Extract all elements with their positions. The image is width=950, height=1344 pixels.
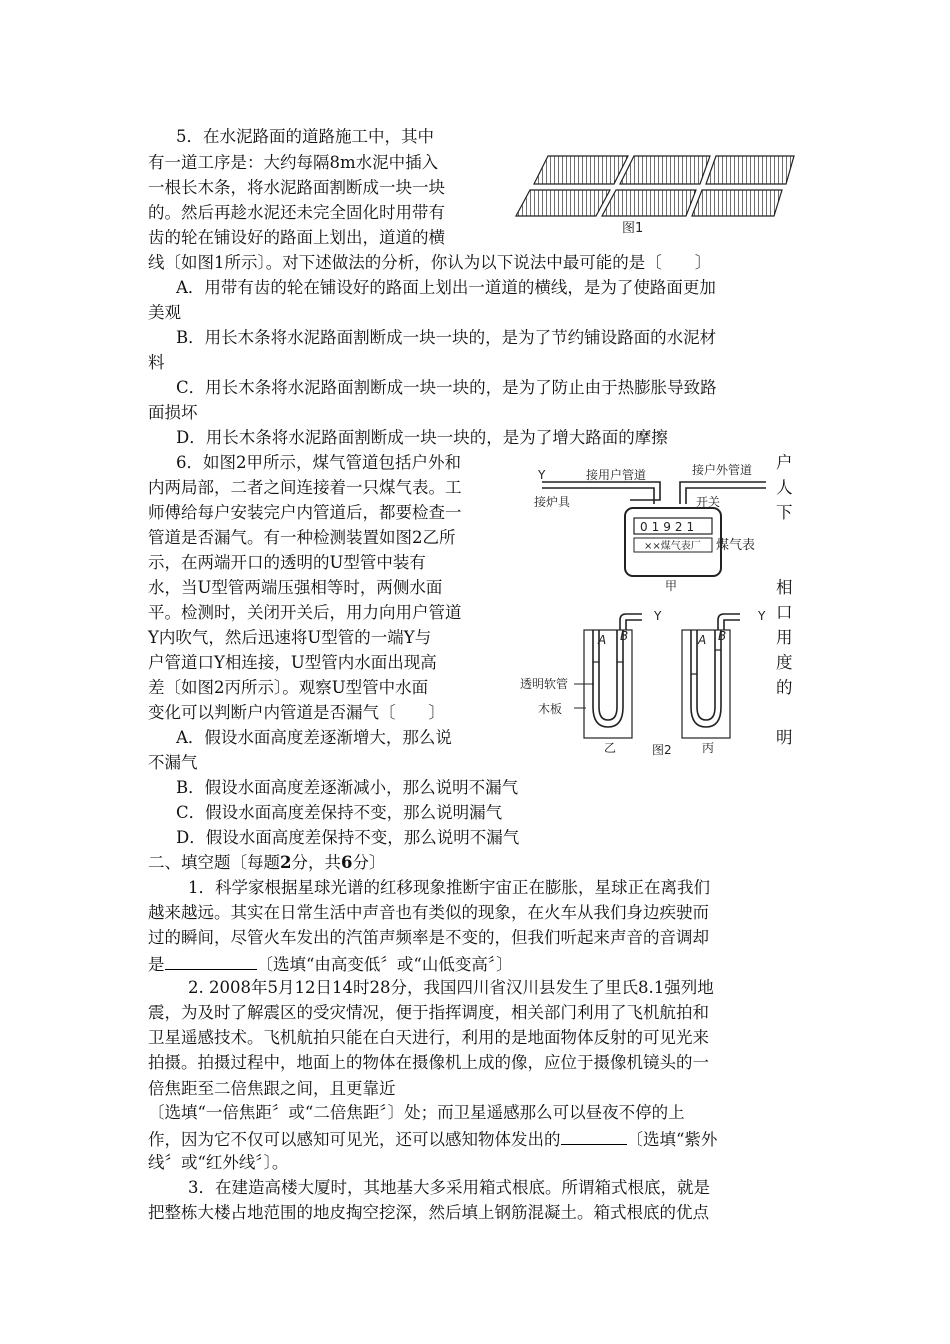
- q5-line-6: 线〔如图1所示〕。对下述做法的分析，你认为以下说法中最可能的是〔 〕: [148, 253, 712, 272]
- q5-option-b: B．用长木条将水泥路面割断成一块一块的，是为了节约铺设路面的水泥材: [176, 328, 717, 347]
- fill-q2-line-7: 作，因为它不仅可以感知可见光，还可以感知物体发出的 〔选填“紫外: [148, 1126, 717, 1152]
- q5-option-b-cont: 料: [148, 353, 165, 372]
- figure-2-label-y-bing: Y: [758, 609, 766, 623]
- q6-line-1: 6．如图2甲所示，煤气管道包括户外和: [176, 453, 461, 472]
- figure-2-meter-name: ××煤气表厂: [644, 541, 701, 552]
- q6-side-char: 人: [776, 478, 793, 497]
- q6-line-11: 变化可以判断户内管道是否漏气〔 〕: [148, 703, 445, 722]
- q6-option-d: D．假设水面高度差保持不变，那么说明不漏气: [176, 828, 520, 847]
- figure-2-label-inner-pipe: 接用户管道: [586, 468, 647, 482]
- q6-line-6: 水，当U型管两端压强相等时，两侧水面: [148, 578, 443, 597]
- fill-q2-answer-blank-2[interactable]: [561, 1126, 627, 1145]
- q5-line-2: 有一道工序是：大约每隔8m水泥中插入: [148, 153, 439, 172]
- fill-q2-line-6: 〔选填“一倍焦距〞或“二倍焦距〞〕处；而卫星遥感那么可以昼夜不停的上: [148, 1103, 685, 1122]
- section-2-heading: 二、填空题〔每题2分，共6分〕: [148, 853, 386, 872]
- figure-2-label-y-yi: Y: [654, 609, 662, 623]
- fill-q1-line-1: 1．科学家根据星球光谱的红移现象推断宇宙正在膨胀，星球正在离我们: [188, 878, 710, 897]
- figure-2-label-b-bing: B: [718, 629, 727, 643]
- figure-2-caption: 图2: [652, 743, 672, 757]
- q5-line-3: 一根长木条，将水泥路面割断成一块一块: [148, 178, 445, 197]
- figure-2-gas-meter-u-tube: [520, 452, 775, 762]
- q6-line-2: 内两局部，二者之间连接着一只煤气表。工: [148, 478, 462, 497]
- fill-q2-line-5: 倍焦距至二倍焦跟之间，且更靠近: [148, 1079, 396, 1098]
- q6-side-char: 用: [776, 628, 793, 647]
- fill-q2-line-3: 卫星遥感技术。飞机航拍只能在白天进行，利用的是地面物体反射的可见光来: [148, 1028, 709, 1047]
- q6-side-char: 下: [776, 503, 793, 522]
- figure-2-meter-digits: 01921: [640, 520, 699, 534]
- figure-2-label-yi: 乙: [604, 741, 617, 755]
- figure-2-label-jia: 甲: [665, 579, 678, 593]
- figure-2-label-b-yi: B: [620, 629, 629, 643]
- fill-q2-line-8: 线〞或“红外线〞〕。: [148, 1153, 289, 1172]
- q6-line-7: 平。检测时，关闭开关后，用力向用户管道: [148, 603, 462, 622]
- figure-2-label-y-top: Y: [538, 468, 546, 482]
- figure-2-label-switch: 开关: [696, 495, 721, 509]
- q5-line-5: 齿的轮在铺设好的路面上划出，道道的横: [148, 228, 445, 247]
- q6-option-c: C．假设水面高度差保持不变，那么说明漏气: [176, 803, 503, 822]
- figure-2-label-stove: 接炉具: [534, 495, 571, 509]
- fill-q1-answer-blank[interactable]: [165, 951, 257, 970]
- fill-q2-line-4: 拍摄。拍摄过程中，地面上的物体在摄像机上成的像，应位于摄像机镜头的一: [148, 1053, 709, 1072]
- figure-2-label-bing: 丙: [702, 741, 715, 755]
- q6-side-char: 明: [776, 728, 793, 747]
- figure-1-caption: 图1: [622, 221, 644, 236]
- q6-line-5: 示，在两端开口的透明的U型管中装有: [148, 553, 426, 572]
- q6-side-char: 相: [776, 578, 793, 597]
- figure-2-label-board: 木板: [538, 702, 563, 716]
- fill-q1-line-2: 越来越远。其实在日常生活中声音也有类似的现象，在火车从我们身边疾驶而: [148, 903, 709, 922]
- q6-side-char: 户: [776, 453, 793, 472]
- q5-option-d: D．用长木条将水泥路面割断成一块一块的，是为了增大路面的摩擦: [176, 428, 668, 447]
- q6-line-3: 师傅给每户安装完户内管道后，都要检查一: [148, 503, 462, 522]
- q6-line-4: 管道是否漏气。有一种检测装置如图2乙所: [148, 528, 456, 547]
- q5-option-c-cont: 面损坏: [148, 403, 198, 422]
- fill-q2-line-2: 震，为及时了解震区的受灾情况，便于指挥调度，相关部门利用了飞机航拍和: [148, 1003, 709, 1022]
- figure-2-label-a-yi: A: [598, 633, 607, 647]
- q6-line-10: 差〔如图2丙所示〕。观察U型管中水面: [148, 678, 429, 697]
- figure-2-label-outer-pipe: 接户外管道: [692, 463, 753, 477]
- fill-q1-line-3: 过的瞬间，尽管火车发出的汽笛声频率是不变的，但我们听起来声音的音调却: [148, 928, 709, 947]
- q5-line-1: 5．在水泥路面的道路施工中，其中: [176, 127, 434, 146]
- figure-2-meter-label: 煤气表: [716, 538, 756, 553]
- figure-1-road-grid: [510, 150, 800, 240]
- q6-side-char: 的: [776, 678, 793, 697]
- q5-option-a-cont: 美观: [148, 303, 181, 322]
- q6-side-char: 度: [776, 653, 793, 672]
- q6-line-8: Y内吹气，然后迅速将U型管的一端Y与: [148, 628, 432, 647]
- q5-line-4: 的。然后再趁水泥还未完全固化时用带有: [148, 203, 445, 222]
- q5-option-c: C．用长木条将水泥路面割断成一块一块的，是为了防止由于热膨胀导致路: [176, 378, 717, 397]
- q6-option-b: B．假设水面高度差逐渐减小，那么说明不漏气: [176, 778, 519, 797]
- q6-option-a: A．假设水面高度差逐渐增大，那么说: [176, 728, 452, 747]
- figure-2-label-a-bing: A: [698, 633, 707, 647]
- fill-q3-line-1: 3．在建造高楼大厦时，其地基大多采用箱式根底。所谓箱式根底，就是: [188, 1178, 710, 1197]
- q6-side-char: 口: [776, 603, 793, 622]
- fill-q2-line-1: 2. 2008年5月12日14时28分，我国四川省汉川县发生了里氏8.1强列地: [188, 978, 714, 997]
- q6-line-9: 户管道口Y相连接，U型管内水面出现高: [148, 653, 437, 672]
- q6-option-a-cont: 不漏气: [148, 753, 198, 772]
- fill-q1-line-4: 是 〔选填“由高变低〞或“山低变高〞〕: [148, 951, 513, 977]
- fill-q3-line-2: 把整栋大楼占地范围的地皮掏空挖深，然后填上钢筋混凝土。箱式根底的优点: [148, 1203, 709, 1222]
- figure-2-label-tube: 透明软管: [520, 677, 569, 691]
- q5-option-a: A．用带有齿的轮在铺设好的路面上划出一道道的横线，是为了使路面更加: [176, 278, 716, 297]
